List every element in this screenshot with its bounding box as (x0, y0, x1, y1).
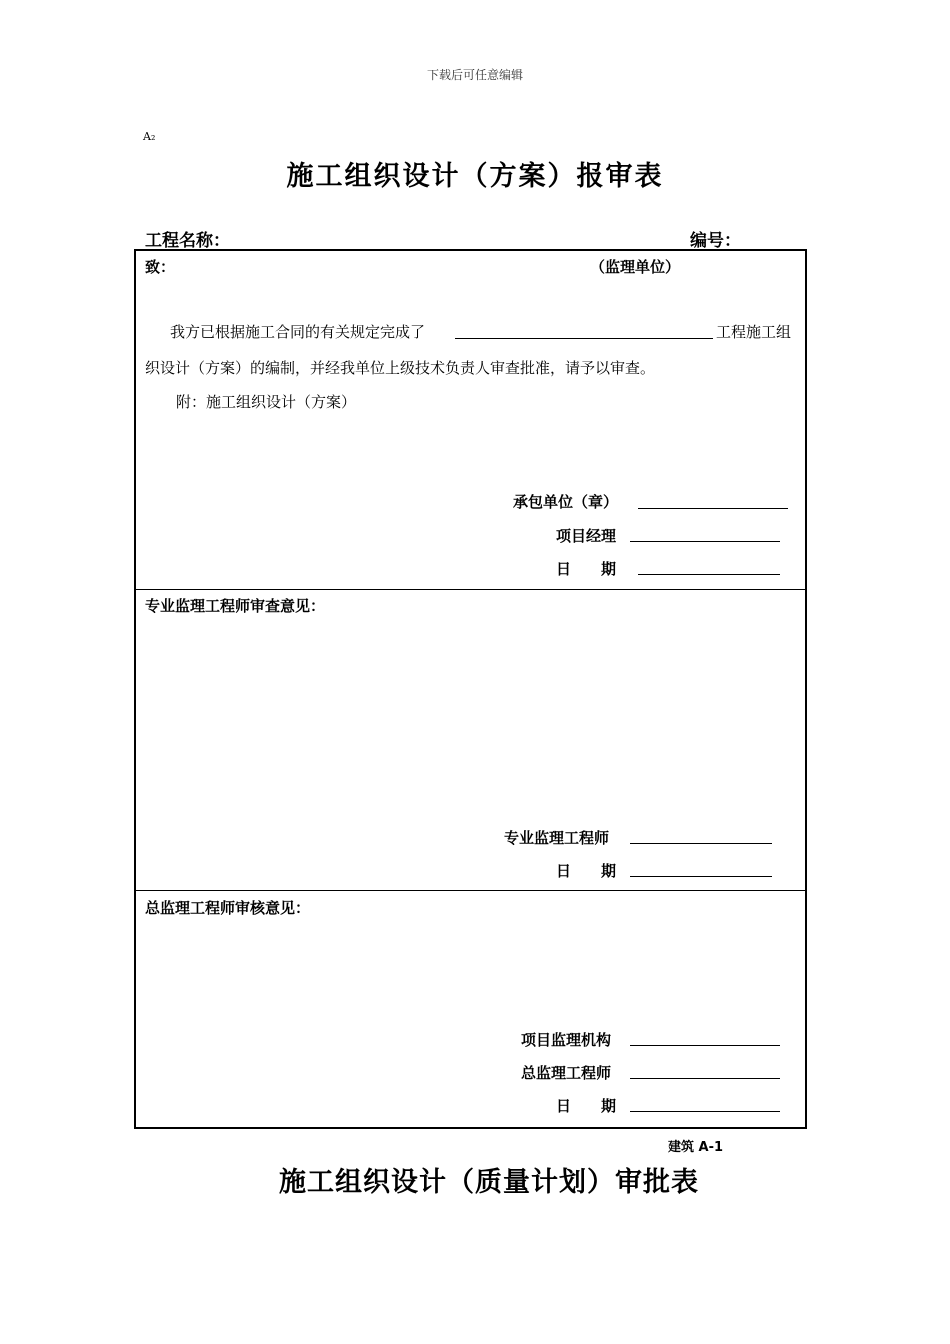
chief-engineer-label: 总监理工程师 (521, 1064, 612, 1082)
row-divider (134, 589, 807, 590)
project-manager-label: 项目经理 (556, 527, 617, 545)
date-line[interactable] (638, 574, 780, 575)
attachment-text: 附：施工组织设计（方案） (176, 393, 357, 411)
contractor-signature-line[interactable] (638, 508, 788, 509)
date-label: 日 期 (556, 862, 617, 880)
project-name-label: 工程名称： (145, 231, 230, 251)
chief-review-heading: 总监理工程师审核意见： (145, 899, 311, 917)
statement-text-part1: 我方已根据施工合同的有关规定完成了 (170, 323, 426, 341)
row-divider (134, 890, 807, 891)
date-label: 日 期 (556, 1097, 617, 1115)
engineer-signature-line[interactable] (630, 843, 772, 844)
header-note: 下载后可任意编辑 (426, 68, 523, 82)
contractor-label: 承包单位（章） (513, 493, 619, 511)
statement-text-line2: 织设计（方案）的编制，并经我单位上级技术负责人审查批准，请予以审查。 (145, 359, 656, 377)
second-form-title: 施工组织设计（质量计划）审批表 (279, 1167, 699, 1198)
footer-form-code: 建筑 A-1 (668, 1140, 724, 1155)
to-label: 致： (145, 258, 176, 276)
statement-text-part2: 工程施工组 (716, 323, 792, 341)
form-code: A₂ (143, 130, 156, 143)
supervision-org-label: 项目监理机构 (521, 1031, 612, 1049)
date-line[interactable] (630, 876, 772, 877)
approval-form-table (134, 249, 807, 1129)
project-manager-signature-line[interactable] (630, 541, 780, 542)
serial-number-label: 编号： (690, 231, 741, 251)
engineer-review-heading: 专业监理工程师审查意见： (145, 597, 326, 615)
project-name-blank[interactable] (455, 338, 713, 339)
form-title: 施工组织设计（方案）报审表 (286, 161, 664, 192)
date-label: 日 期 (556, 560, 617, 578)
supervisor-unit-label: （监理单位） (590, 258, 681, 276)
supervision-org-signature-line[interactable] (630, 1045, 780, 1046)
chief-engineer-signature-line[interactable] (630, 1078, 780, 1079)
supervising-engineer-label: 专业监理工程师 (504, 829, 610, 847)
date-line[interactable] (630, 1111, 780, 1112)
